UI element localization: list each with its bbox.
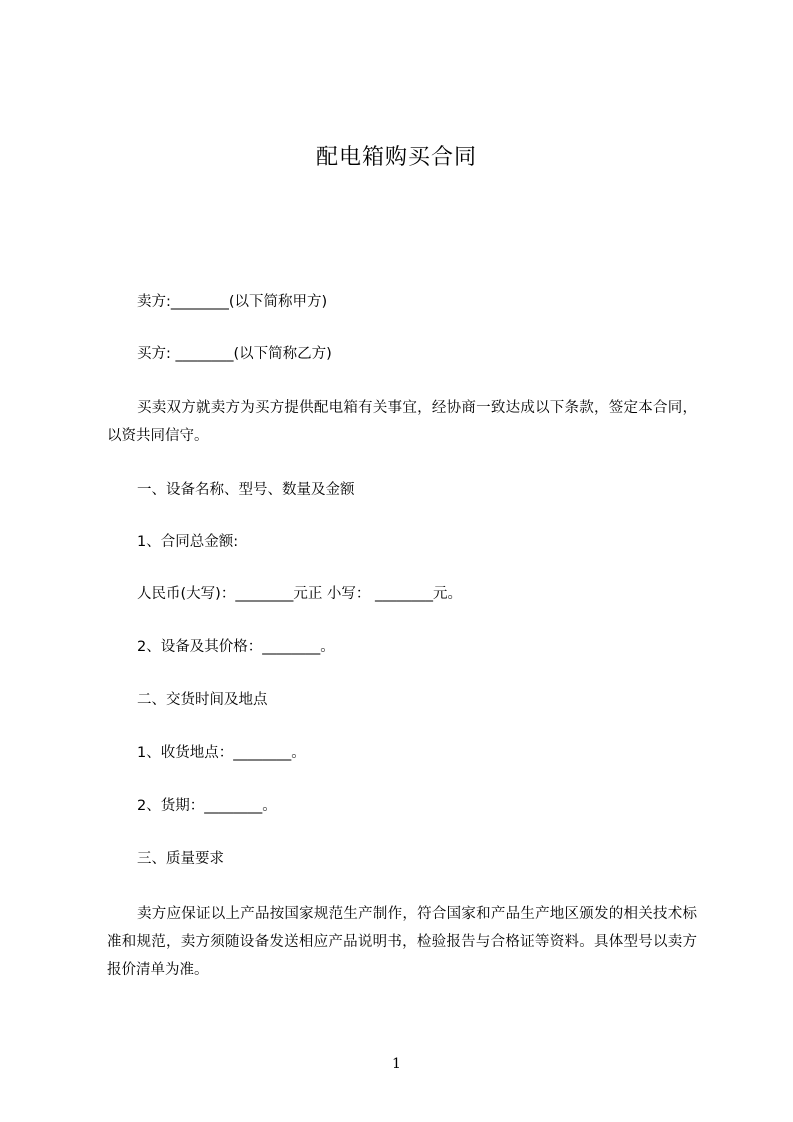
amount-line: 人民币(大写)：________元正 小写： ________元。 [137,586,463,602]
quality-paragraph: 卖方应保证以上产品按国家规范生产制作，符合国家和产品生产地区颁发的相关技术标准和规范，卖方须随设备发送相应产品说明书，检验报告与合格证等资料。具体型号以卖方报价清单为准。 [107,906,697,978]
document-title: 配电箱购买合同 [315,145,477,170]
seller-line: 卖方:________(以下简称甲方) [137,294,328,310]
page-number: 1 [392,1056,401,1072]
buyer-line: 买方: ________(以下简称乙方) [137,346,332,362]
preamble-paragraph: 买卖双方就卖方为买方提供配电箱有关事宜，经协商一致达成以下条款，签定本合同，以资共同信守。 [107,400,697,444]
section-1-heading: 一、设备名称、型号、数量及金额 [137,482,355,498]
section-2-heading: 二、交货时间及地点 [137,692,268,708]
section-1-item-1: 1、合同总金额: [137,534,239,550]
section-3-heading: 三、质量要求 [137,851,224,867]
section-2-item-1: 1、收货地点：________。 [137,745,306,761]
section-1-item-2: 2、设备及其价格：________。 [137,639,335,655]
section-2-item-2: 2、货期：________。 [137,798,277,814]
